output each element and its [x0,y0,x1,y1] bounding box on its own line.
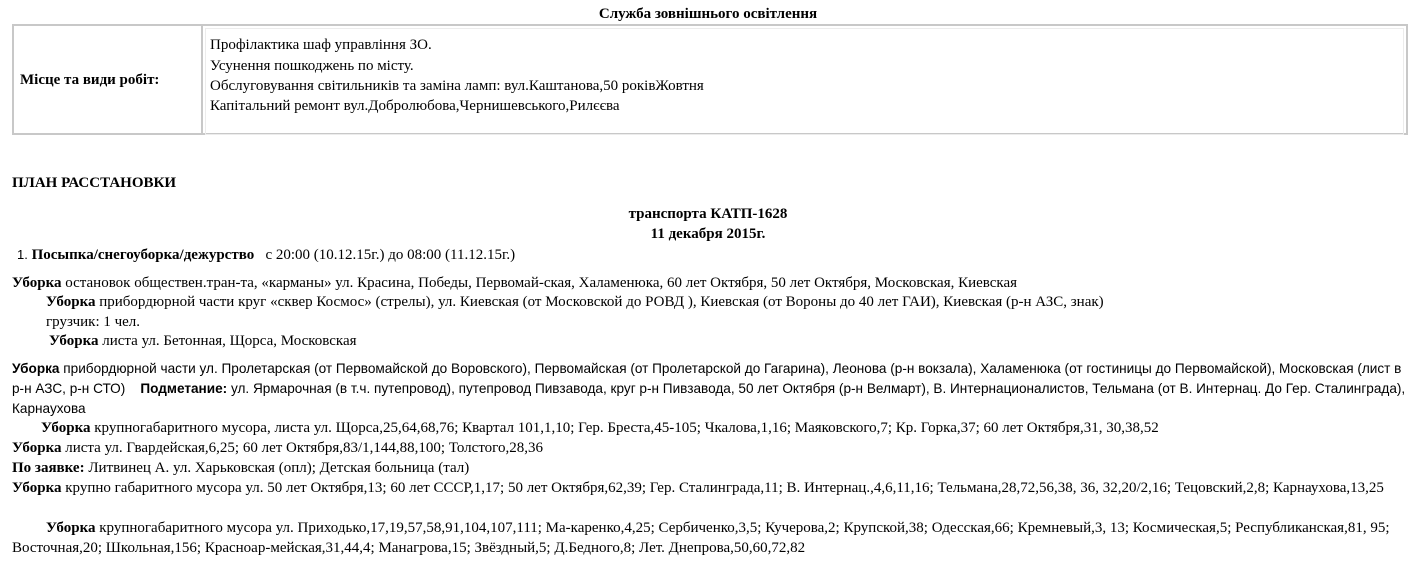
task-paragraph-sans [12,359,1408,419]
task-line [12,273,1017,293]
task-text: прибордюрной части ул. Пролетарская (от Первомайской до Воровского), Первомайская (от Пролетарской до Гагарина), Леонова (р-н вокзала), Халаменюка (от гостиницы до Первомайской), Московская (лист в р-н АЗС, р-н СТО) [12,361,1406,396]
plan-title: ПЛАН РАССТАНОВКИ [12,175,177,191]
task-label: По заявке: [12,460,85,476]
work-item: Капітальний ремонт вул.Добролюбова,Чернишевського,Рилєєва [210,98,620,114]
item-heading: Посыпка/снегоуборка/дежурство [31,247,255,263]
task-line [12,518,1408,558]
task-text: крупно габаритного мусора ул. 50 лет Октября,13; 60 лет СССР,1,17; 50 лет Октября,62,39; Гер. Сталинграда,11; В. Интернац.,4,6,11,16; Тельмана,28,72,56,38, 36, 32,20/2,16; Тецовский,2,8; Карнаухова,13,25 [61,480,1384,496]
work-table [12,24,1408,135]
work-label: Місце та види робіт: [20,72,160,88]
work-item: Усунення пошкоджень по місту. [210,58,414,74]
task-label: Уборка [12,361,60,376]
task-line [12,438,543,458]
task-text: листа ул. Гвардейская,6,25; 60 лет Октября,83/1,144,88,100; Толстого,28,36 [61,440,543,456]
task-line [49,331,357,351]
task-text: крупногабаритного мусора ул. Приходько,17,19,57,58,91,104,107,111; Ма-каренко,4,25; Сербиченко,3,5; Кучерова,2; Крупской,38; Одесская,66; Кремневый,3, 13; Космическая,5; Республиканская,81, 95; Восточная,20; Школьная,156; Красноар-мейская,31,44,4; Манагрова,15; Звёздный,5; Д.Бедного,8; Лет. Днепрова,50,60,72,82 [12,520,1390,556]
task-label: Уборка [12,275,62,291]
task-text: ул. Ярмарочная (в т.ч. путепровод), путепровод Пивзавода, круг р-н Пивзавода, 50 лет Октября (р-н Велмарт), В. Интернационалистов, Тельмана (от В. Интернац. До Гер. Сталинграда), Карнаухова [12,381,1406,416]
task-text: листа ул. Бетонная, Щорса, Московская [98,333,357,349]
transport-title: транспорта КАТП-1628 [628,206,788,222]
item-time: с 20:00 (10.12.15г.) до 08:00 (11.12.15г.) [265,247,516,263]
work-label-cell [14,26,203,133]
task-label: Уборка [41,420,91,436]
task-text: Литвинец А. ул. Харьковская (опл); Детская больница (тал) [84,460,470,476]
task-text: прибордюрной части круг «сквер Космос» (стрелы), ул. Киевская (от Московской до РОВД ), Киевская (от Вороны до 40 лет ГАИ), Киевская (р-н АЗС, знак) [95,294,1104,310]
service-title: Служба зовнішнього освітлення [598,6,818,22]
task-label: Уборка [46,520,96,536]
plan-date: 11 декабря 2015г. [650,226,766,242]
task-label: Подметание: [140,381,228,396]
item-number: 1. [17,247,28,262]
task-label: Уборка [12,480,62,496]
task-line [12,458,469,478]
task-line [46,292,1104,312]
plan-item-1 [17,245,515,265]
task-line [41,418,1159,438]
work-items-cell [205,28,1404,135]
task-label: Уборка [46,294,96,310]
task-line [46,312,140,332]
task-text: грузчик: 1 чел. [46,314,141,330]
task-label: Уборка [12,440,62,456]
work-item: Обслуговування світильників та заміна ламп: вул.Каштанова,50 роківЖовтня [210,78,704,94]
task-line [12,478,1408,498]
work-item: Профілактика шаф управління ЗО. [210,37,432,53]
task-text: крупногабаритного мусора, листа ул. Щорса,25,64,68,76; Квартал 101,1,10; Гер. Бреста,45-105; Чкалова,1,16; Маяковского,7; Кр. Горка,37; 60 лет Октября,31, 30,38,52 [90,420,1159,436]
task-label: Уборка [49,333,99,349]
task-text: остановок обществен.тран-та, «карманы» ул. Красина, Победы, Первомай-ская, Халаменюка, 60 лет Октября, 50 лет Октября, Московская, Киевская [61,275,1018,291]
